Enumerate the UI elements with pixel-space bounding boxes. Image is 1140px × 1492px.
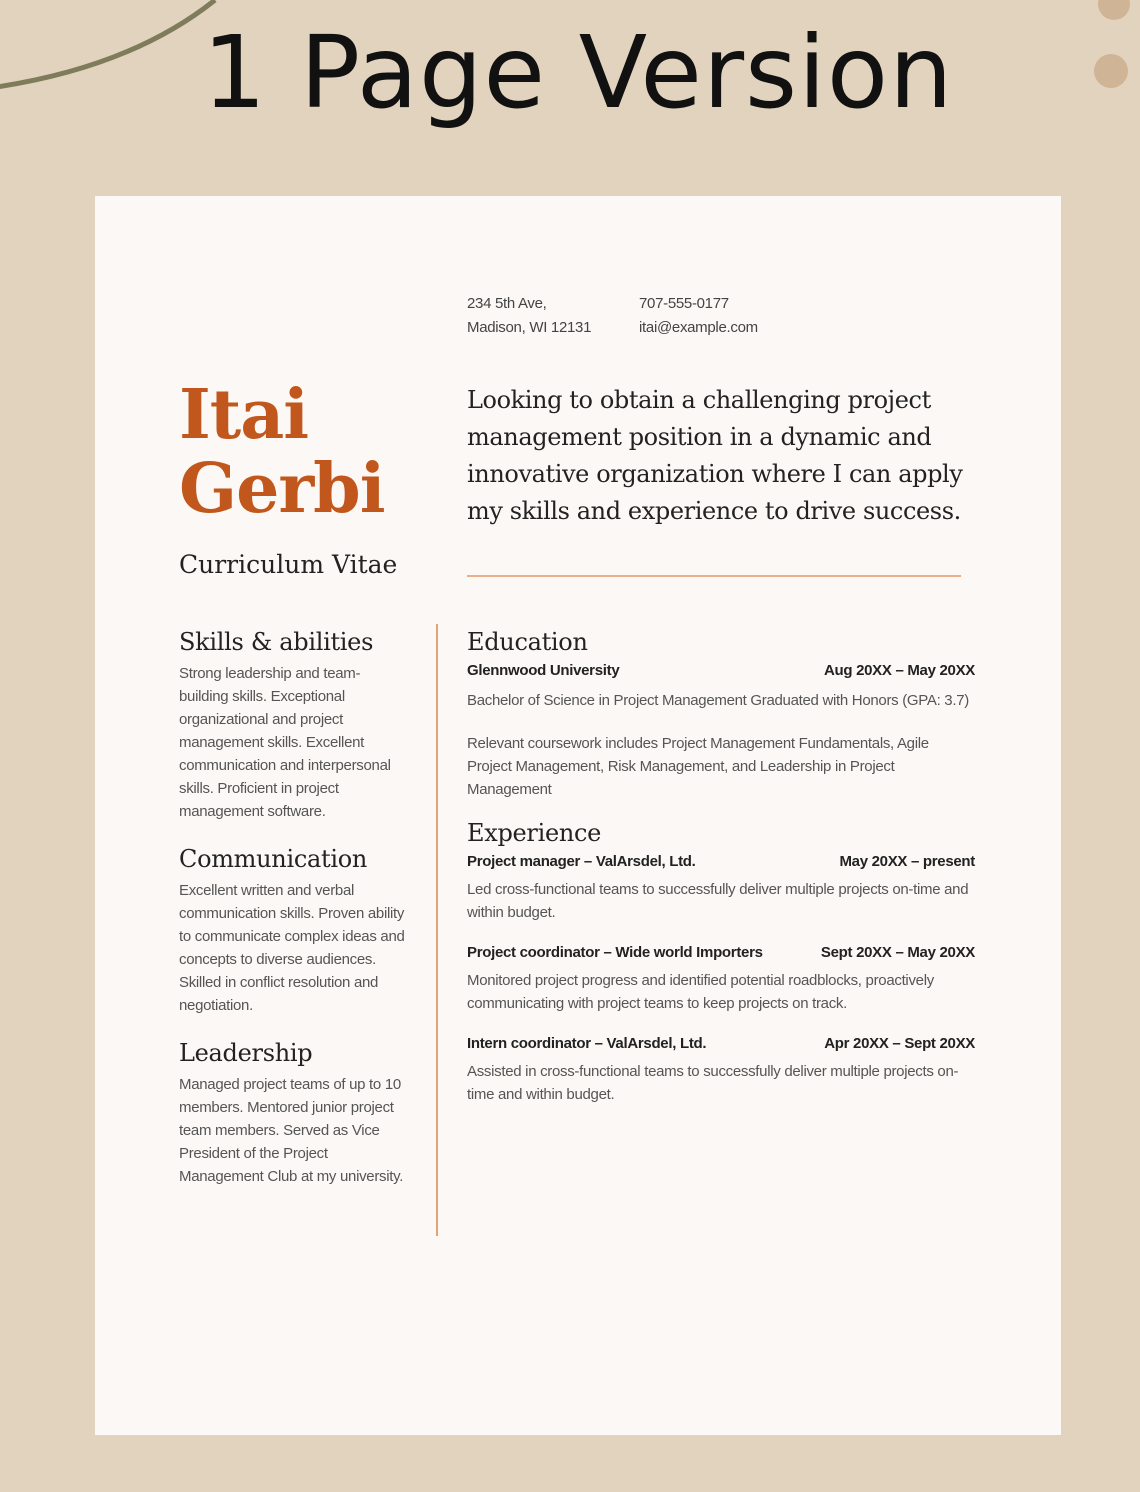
job-title: Project coordinator – Wide world Importers: [467, 944, 763, 961]
left-column: [179, 628, 409, 1210]
decorative-dot: [1098, 0, 1130, 20]
section-text: Managed project teams of up to 10 members. Mentored junior project team members. Served as Vice President of the Project Management Club at my university.: [179, 1076, 404, 1185]
contact-address: [467, 292, 591, 340]
job-entry: [467, 853, 975, 924]
job-row: [467, 853, 975, 870]
contact-phone-email: [639, 292, 758, 340]
leadership-section: [179, 1039, 409, 1188]
job-entry: [467, 944, 975, 1015]
job-entry: [467, 1035, 975, 1106]
education-dates: Aug 20XX – May 20XX: [823, 662, 975, 679]
section-heading: Leadership: [179, 1039, 313, 1067]
section-heading: Skills & abilities: [179, 628, 374, 656]
education-row: [467, 662, 975, 679]
degree-text: Bachelor of Science in Project Management Graduated with Honors (GPA: 3.7): [467, 692, 969, 709]
communication-section: [179, 845, 409, 1017]
job-description: Monitored project progress and identified potential roadblocks, proactively communicating with project teams to keep projects on track.: [467, 972, 934, 1012]
document-subtitle: Curriculum Vitae: [179, 550, 398, 579]
objective-statement: Looking to obtain a challenging project management position in a dynamic and innovative organization where I can apply my skills and experience to drive success.: [467, 386, 963, 525]
section-text: Strong leadership and team-building skills. Exceptional organizational and project management skills. Excellent communication and interpersonal skills. Proficient in project management software.: [179, 665, 391, 820]
job-title: Intern coordinator – ValArsdel, Ltd.: [467, 1035, 707, 1052]
contact-email: itai@example.com: [639, 319, 758, 336]
job-dates: Sept 20XX – May 20XX: [820, 944, 975, 961]
section-text: Excellent written and verbal communication skills. Proven ability to communicate complex ideas and concepts to diverse audiences. Skilled in conflict resolution and negotiation.: [179, 882, 405, 1014]
school-name: Glennwood University: [467, 662, 620, 679]
job-title: Project manager – ValArsdel, Ltd.: [467, 853, 696, 870]
coursework-text: Relevant coursework includes Project Management Fundamentals, Agile Project Management, Risk Management, and Leadership in Project Management: [467, 735, 929, 798]
job-dates: May 20XX – present: [839, 853, 975, 870]
education-heading: Education: [467, 628, 588, 656]
contact-phone: 707-555-0177: [639, 295, 729, 312]
banner-title: 1 Page Version: [202, 14, 954, 131]
job-dates: Apr 20XX – Sept 20XX: [824, 1035, 975, 1052]
job-description: Assisted in cross-functional teams to successfully deliver multiple projects on-time and within budget.: [467, 1063, 959, 1103]
name-last: Gerbi: [179, 449, 385, 529]
job-row: [467, 944, 975, 961]
address-line1: 234 5th Ave,: [467, 295, 547, 312]
resume-page: [95, 196, 1061, 1435]
right-column: [467, 628, 975, 1126]
candidate-name: [179, 375, 385, 529]
job-row: [467, 1035, 975, 1052]
divider-line: [467, 575, 961, 577]
job-description: Led cross-functional teams to successfully deliver multiple projects on-time and within budget.: [467, 881, 969, 921]
skills-section: [179, 628, 409, 823]
column-divider: [436, 624, 438, 1236]
name-first: Itai: [179, 375, 309, 455]
section-heading: Communication: [179, 845, 367, 873]
address-line2: Madison, WI 12131: [467, 319, 592, 336]
experience-heading: Experience: [467, 819, 602, 847]
